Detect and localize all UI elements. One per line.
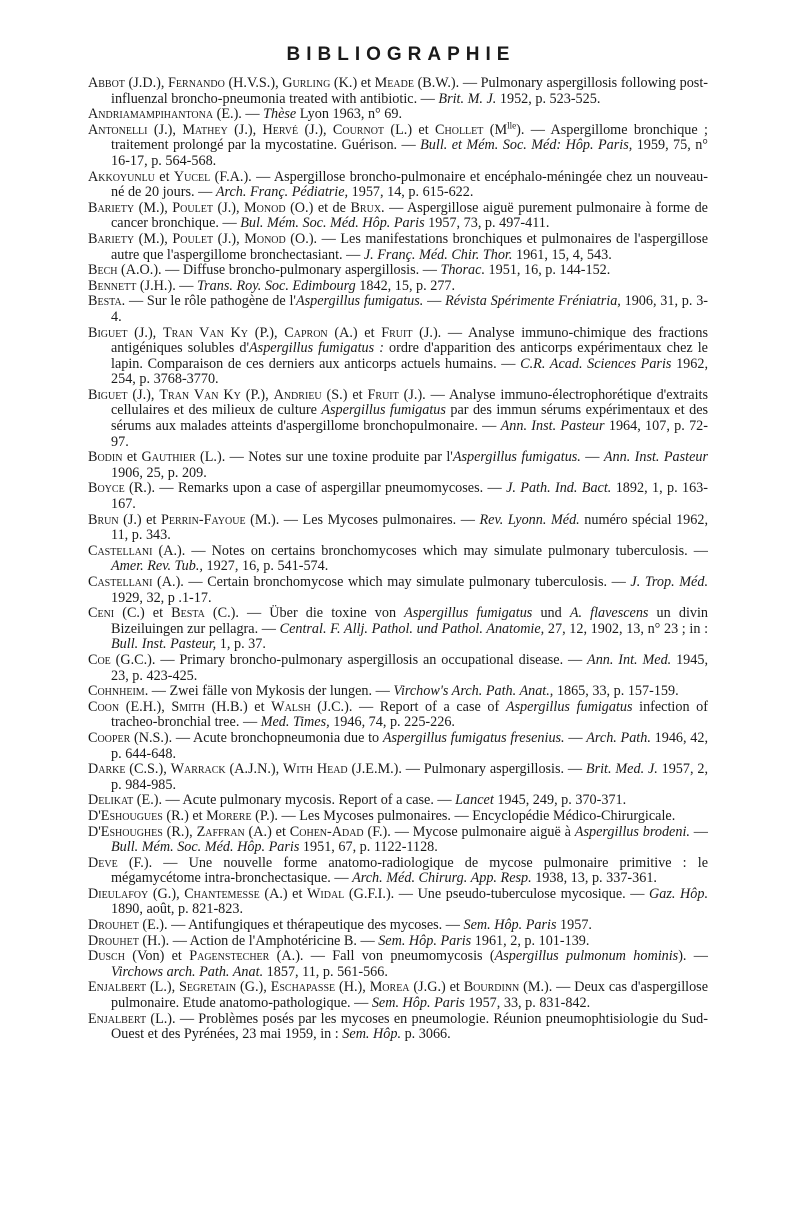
citation-italic: Lancet	[455, 792, 494, 809]
author-name: Fernando	[168, 75, 225, 91]
entry-text: (J.),	[212, 199, 245, 216]
entry-text: (P.),	[248, 324, 285, 341]
bibliography-entry	[88, 606, 708, 653]
author-name: Deve	[88, 854, 118, 871]
entry-text: 1938, 13, p. 337-361.	[531, 870, 657, 887]
author-name: Chollet	[435, 121, 484, 138]
author-name: Widal	[307, 885, 345, 902]
entry-text: 1906, 25, p. 209.	[111, 464, 207, 481]
entry-text: 1961, 15, 4, 543.	[512, 246, 612, 263]
bibliography-entry	[88, 294, 708, 325]
bibliography-entry	[88, 731, 708, 762]
author-name: Meade	[374, 75, 414, 91]
author-name: Besta	[88, 293, 122, 310]
bibliography-entry	[88, 201, 708, 232]
entry-text: (S.) et	[321, 386, 368, 403]
entry-text: (G.F.I.). — Une pseudo-tuberculose mycosique. —	[344, 885, 650, 902]
author-name: Darke	[88, 761, 126, 778]
citation-italic: J. Franç. Méd. Chir. Thor.	[363, 246, 513, 263]
author-name: Warrack	[170, 761, 226, 778]
bibliography-entry	[88, 934, 708, 950]
author-name: Fruit	[367, 386, 399, 403]
entry-text: (A.J.N.),	[225, 761, 283, 778]
entry-text: 1946, 74, p. 225-226.	[329, 714, 455, 731]
bibliography-entry	[88, 544, 708, 575]
author-name: Bariety	[88, 230, 135, 247]
citation-italic: Aspergillus brodeni.	[574, 823, 690, 840]
entry-text: p. 3066.	[401, 1026, 451, 1043]
citation-italic: Aspergillus fumigatus.	[295, 293, 424, 310]
entry-text: —	[689, 823, 708, 840]
entry-text: (J.H.). —	[136, 277, 198, 294]
author-name: Besta	[171, 605, 205, 622]
author-name: Drouhet	[88, 932, 139, 949]
citation-italic: Aspergillus fumigatus :	[249, 340, 384, 357]
entry-text: (M.),	[134, 230, 173, 247]
bibliography-entry	[88, 263, 708, 279]
citation-italic: Arch. Méd. Chirurg. App. Resp.	[352, 870, 532, 887]
entry-text: ). —	[678, 948, 708, 965]
entry-text: 1865, 33, p. 157-159.	[553, 683, 679, 700]
entry-text: ordre d'apparition des anticorps expérimentaux chez le lapin. Comparaison de ces derniers aux anticorps actuels humains. —	[111, 340, 708, 372]
author-name: D'Eshoughes	[88, 823, 163, 840]
page-title: BIBLIOGRAPHIE	[286, 44, 516, 65]
bibliography-entry	[88, 793, 708, 809]
entry-text: —	[423, 293, 446, 310]
author-name: Dusch	[88, 948, 125, 965]
entry-text: 1842, 15, p. 277.	[355, 277, 456, 294]
author-name: Biguet	[88, 324, 128, 341]
citation-italic: Aspergillus fumigatus.	[452, 449, 581, 466]
entry-text: (J.),	[213, 230, 245, 247]
citation-italic: Bull. Mém. Soc. Méd. Hôp. Paris	[111, 839, 300, 856]
entry-text: ). — Aspergillome bronchique ; traitement prolongé par la mycostatine. Guérison. —	[111, 121, 708, 154]
entry-text: (A.O.). — Diffuse broncho-pulmonary aspergillosis. —	[117, 262, 441, 279]
bibliography-entry	[88, 1012, 708, 1043]
citation-italic: Ann. Inst. Pasteur	[500, 418, 605, 435]
bibliography-entry	[88, 825, 708, 856]
citation-italic: Med. Times,	[260, 714, 330, 731]
entry-text: (J.E.M.). — Pulmonary aspergillosis. —	[347, 761, 586, 778]
entry-text: (J.),	[147, 121, 183, 138]
author-name: Hervé	[262, 121, 299, 138]
entry-text: (O.). — Les manifestations bronchiques et pulmonaires de l'aspergillose autre que l'aspergillome bronchectasiant. —	[111, 230, 708, 263]
citation-italic: Arch. Franç. Pédiatrie,	[215, 184, 349, 201]
entry-text: (J.G.) et	[409, 979, 464, 996]
citation-italic: Sem. Hôp. Paris	[463, 917, 557, 934]
entry-text: 1945, 249, p. 370-371.	[493, 792, 627, 809]
entry-text: (E.). — Acute pulmonary mycosis. Report of a case. —	[133, 792, 456, 809]
entry-text: (B.W.). — Pulmonary aspergillosis following post-influenzal broncho-pneumonia treated with antibiotic. —	[111, 75, 708, 107]
entry-text: (R.),	[162, 823, 197, 840]
entry-text: (F.). — Mycose pulmonaire aiguë à	[363, 823, 575, 840]
bibliography-entry	[88, 279, 708, 295]
citation-italic: Sem. Hôp. Paris	[378, 932, 472, 949]
entry-text: (M.),	[134, 199, 173, 216]
entry-text: 1964, 107, p. 72-97.	[111, 418, 708, 450]
author-name: Eschapasse	[270, 979, 336, 996]
author-name: Enjalbert	[88, 1010, 147, 1027]
author-name: Coe	[88, 651, 111, 668]
entry-text: (R.) et	[162, 807, 207, 824]
author-name: Coon	[88, 698, 120, 715]
author-name: Segretain	[179, 979, 237, 996]
author-name: Abbot	[88, 75, 125, 91]
author-name: Boyce	[88, 480, 125, 497]
citation-italic: Ann. Inst. Pasteur	[603, 449, 708, 466]
entry-text: (C.). — Über die toxine von	[204, 605, 405, 622]
author-name: Bennett	[88, 277, 137, 294]
citation-italic: Aspergillus fumigatus	[321, 402, 446, 419]
entry-text: (H.),	[335, 979, 370, 996]
author-name: With Head	[282, 761, 348, 778]
entry-text: (J.). — Analyse immuno-électrophorétique d'extraits cellulaires et des milieux de culture	[111, 386, 708, 419]
entry-text: (G.C.). — Primary broncho-pulmonary aspergillosis an occupational disease. —	[110, 651, 588, 668]
citation-italic: A. flavescens	[569, 605, 649, 622]
author-name: Enjalbert	[88, 979, 147, 996]
bibliography-entry	[88, 762, 708, 793]
entry-text: (L.). — Problèmes posés par les mycoses en pneumologie. Réunion pneumophtisiologie du Sud-Ouest et des Pyrénées, 23 mai 1959, in :	[111, 1010, 708, 1043]
author-name: Mathey	[182, 121, 228, 138]
citation-italic: Rev. Lyonn. Méd.	[479, 511, 580, 528]
entry-text: (H.). — Action de l'Amphotéricine B. —	[138, 932, 379, 949]
bibliography-entry	[88, 700, 708, 731]
author-name: Perrin-Fayoue	[160, 511, 246, 528]
author-name: Delikat	[88, 792, 134, 809]
entry-text: 1890, août, p. 821-823.	[111, 901, 244, 918]
entry-text: (E.). —	[213, 106, 264, 123]
citation-italic: Aspergillus fumigatus fresenius.	[382, 729, 565, 746]
author-name: Smith	[171, 698, 205, 715]
entry-text: (G.),	[236, 979, 271, 996]
author-name: Walsh	[271, 698, 311, 715]
entry-text: (L.),	[146, 979, 180, 996]
entry-text: (M.). — Les Mycoses pulmonaires. —	[245, 511, 480, 528]
entry-text: (J.),	[227, 121, 263, 138]
author-name: Tran Van Ky	[159, 386, 241, 403]
entry-text: et	[122, 449, 142, 466]
entry-text: . — Aspergillose aiguë purement pulmonaire à forme de cancer bronchique. —	[111, 199, 708, 232]
entry-text: 1961, 2, p. 101-139.	[471, 932, 590, 949]
citation-italic: Bull. et Mém. Soc. Méd: Hôp. Paris,	[420, 137, 633, 154]
citation-italic: Thorac.	[440, 262, 485, 279]
author-name: Pagenstecher	[189, 948, 270, 965]
entry-text: Lyon 1963, n° 69.	[296, 106, 403, 123]
entry-text: 1962, 254, p. 3768-3770.	[111, 355, 709, 388]
author-name: Cohnheim	[88, 683, 145, 700]
entry-text: 1951, 16, p. 144-152.	[485, 262, 611, 279]
entry-text: (A.). — Certain bronchomycose which may simulate pulmonary tuberculosis. —	[152, 574, 631, 590]
entry-text: (A.) et	[327, 324, 382, 341]
citation-italic: Sem. Hôp.	[342, 1026, 402, 1043]
entry-text: (F.A.). — Aspergillose broncho-pulmonaire et encéphalo-méningée chez un nouveau-né de 20 jours. —	[111, 168, 708, 201]
entry-text: (P.),	[240, 386, 274, 403]
entry-text: (J.). — Analyse immuno-chimique des fractions antigéniques solubles d'	[111, 324, 708, 357]
entry-text: (O.) et de	[285, 199, 351, 216]
author-name: Akkoyunlu	[88, 168, 155, 185]
citation-italic: J. Trop. Méd.	[630, 574, 708, 590]
entry-text: 1959, 75, n° 16-17, p. 564-568.	[111, 137, 708, 169]
entry-text: und	[532, 605, 570, 622]
citation-italic: Central. F. Allj. Pathol. und Pathol. Anatomie,	[279, 620, 545, 637]
citation-italic: Brit. M. J.	[438, 90, 497, 107]
author-name: Bodin	[88, 449, 123, 466]
citation-italic: Thèse	[263, 106, 297, 123]
entry-text: 1, p. 37.	[216, 636, 266, 653]
bibliography-entry	[88, 980, 708, 1011]
author-name: Capron	[284, 324, 328, 341]
bibliography-entry	[88, 388, 708, 450]
bibliography-entry	[88, 856, 708, 887]
bibliography-entry	[88, 481, 708, 512]
entry-text: (F.). — Une nouvelle forme anatomo-radiologique de mycose pulmonaire primitive : le mégamycétome intra-bronchectasique. —	[111, 854, 708, 887]
entry-text: 1952, p. 523-525.	[496, 90, 601, 107]
citation-italic: Arch. Path.	[586, 729, 651, 746]
entry-text: (J.) et	[118, 511, 161, 528]
citation-italic: Aspergillus fumigatus	[404, 605, 533, 622]
author-name: Cooper	[88, 729, 131, 746]
author-name: D'Eshougues	[88, 807, 163, 824]
citation-italic: C.R. Acad. Sciences Paris	[520, 355, 672, 372]
author-name: Morea	[369, 979, 410, 996]
author-name: Dieulafoy	[88, 885, 149, 902]
entry-text: un divin Bizeiluingen zur pellagra. —	[111, 605, 709, 637]
bibliography-entry	[88, 653, 708, 684]
citation-italic: Bul. Mém. Soc. Méd. Hôp. Paris	[240, 215, 425, 232]
entry-text: 1927, 16, p. 541-574.	[202, 558, 329, 575]
citation-italic: J. Path. Ind. Bact.	[506, 480, 612, 497]
entry-text: (J.D.),	[124, 75, 169, 91]
entry-text: 1957.	[556, 917, 592, 934]
entry-text: —	[580, 449, 604, 466]
entry-text: (R.). — Remarks upon a case of aspergillar pneumomycoses. —	[124, 480, 507, 497]
citation-italic: Trans. Roy. Soc. Edimbourg	[197, 277, 356, 294]
author-name: Bech	[88, 262, 118, 279]
bibliography-entry	[88, 170, 708, 201]
author-name: Ceni	[88, 605, 115, 622]
author-name: Cohen-Adad	[289, 823, 364, 840]
entry-text: . — Zwei fälle von Mykosis der lungen. —	[144, 683, 394, 700]
citation-italic: Virchows arch. Path. Anat.	[111, 963, 264, 980]
entry-text: (K.) et	[330, 75, 375, 91]
entry-text: (E.). — Antifungiques et thérapeutique des mycoses. —	[138, 917, 464, 934]
entry-text: (J.),	[127, 324, 163, 341]
citation-italic: Révista Spérimente Fréniatria,	[445, 293, 621, 310]
author-name: Drouhet	[88, 917, 139, 934]
entry-text: 1951, 67, p. 1122-1128.	[299, 839, 438, 856]
entry-text: 1957, 2, p. 984-985.	[111, 761, 709, 793]
bibliography-entry	[88, 949, 708, 980]
author-name: Antonelli	[88, 121, 148, 138]
entry-text: (G.),	[148, 885, 185, 902]
entry-text: 27, 12, 1902, 13, n° 23 ; in :	[544, 620, 709, 637]
bibliography-entry	[88, 809, 708, 825]
author-name: Morere	[206, 807, 252, 824]
author-name: Monod	[244, 199, 286, 216]
author-name: Andrieu	[273, 386, 322, 403]
entry-text: 1957, 14, p. 615-622.	[348, 184, 474, 201]
entry-text: 1946, 42, p. 644-648.	[111, 729, 708, 762]
entry-text: 1929, 32, p .1-17.	[111, 589, 212, 606]
author-name: Chantemesse	[184, 885, 260, 902]
author-name: Brux	[350, 199, 382, 216]
entry-text: (A.) et	[259, 885, 307, 902]
entry-text: (A.). — Fall von pneumomycosis (	[269, 948, 495, 965]
citation-italic: Aspergillus pulmonum hominis	[494, 948, 679, 965]
entry-text: numéro spécial 1962, 11, p. 343.	[111, 511, 708, 544]
author-name: Gauthier	[141, 449, 196, 466]
entry-text: (L.) et	[384, 121, 436, 138]
author-name: Gurling	[282, 75, 331, 91]
entry-text: par des immun sérums expérimentaux et des sérums aux malades atteints d'aspergillome bronchopulmonaire. —	[111, 402, 709, 435]
entry-text: (N.S.). — Acute bronchopneumonia due to	[130, 729, 383, 746]
entry-text: —	[564, 729, 587, 746]
author-name: Castellani	[88, 542, 153, 559]
entry-text: (J.C.). — Report of a case of	[310, 698, 506, 715]
bibliography-entry	[88, 450, 708, 481]
entry-text: (P.). — Les Mycoses pulmonaires. — Encyclopédie Médico-Chirurgicale.	[251, 807, 676, 824]
entry-text: 1906, 31, p. 3-4.	[111, 293, 709, 325]
author-name: Yucel	[173, 168, 211, 185]
entry-text: (J.),	[298, 121, 333, 138]
entry-text: . — Sur le rôle pathogène de l'	[121, 293, 296, 310]
bibliography-entry	[88, 76, 708, 107]
entry-text: 1945, 23, p. 423-425.	[111, 651, 708, 684]
entry-text: 1857, 11, p. 561-566.	[263, 963, 388, 980]
citation-italic: Amer. Rev. Tub.,	[111, 558, 203, 575]
entry-text: (Von) et	[124, 948, 190, 965]
author-name: Cournot	[332, 121, 385, 138]
entry-text: (L.). — Notes sur une toxine produite par l'	[195, 449, 453, 466]
author-name: Poulet	[172, 230, 214, 247]
author-name: Monod	[244, 230, 286, 247]
citation-italic: Aspergillus fumigatus	[505, 698, 633, 715]
entry-text: (E.H.),	[119, 698, 172, 715]
entry-text: (M	[483, 121, 508, 138]
citation-italic: Ann. Int. Med.	[587, 651, 672, 668]
entry-text: 1957, 73, p. 497-411.	[424, 215, 550, 232]
author-name: Zaffran	[196, 823, 245, 840]
entry-text: (C.) et	[114, 605, 172, 622]
entry-text: (A.). — Notes on certains bronchomycoses which may simulate pulmonary tuberculosis. —	[152, 542, 708, 559]
author-name: Bourdinn	[463, 979, 520, 996]
author-name: Biguet	[88, 386, 128, 403]
author-name: Castellani	[88, 574, 153, 590]
citation-italic: Brit. Med. J.	[585, 761, 658, 778]
entry-text: infection of tracheo-bronchial tree. —	[111, 698, 708, 731]
author-name: Fruit	[381, 324, 413, 341]
citation-italic: Virchow's Arch. Path. Anat.,	[393, 683, 554, 700]
bibliography-entry	[88, 575, 708, 606]
bibliography-entry	[88, 326, 708, 388]
bibliography-entry	[88, 887, 708, 918]
bibliography-entry	[88, 513, 708, 544]
author-name: Bariety	[88, 199, 135, 216]
author-name: Andriamampihantona	[88, 106, 214, 123]
entry-text: et	[154, 168, 174, 185]
entry-text: (A.) et	[244, 823, 290, 840]
bibliography-entry	[88, 918, 708, 934]
bibliography-entry	[88, 232, 708, 263]
bibliography-entry	[88, 684, 708, 700]
citation-italic: Sem. Hôp. Paris	[371, 995, 465, 1012]
bibliography-entry	[88, 120, 708, 170]
author-name: Brun	[88, 511, 119, 528]
bibliography-entry	[88, 107, 708, 123]
entry-text: 1957, 33, p. 831-842.	[464, 995, 591, 1012]
author-name: Poulet	[172, 199, 213, 216]
entry-text: (H.V.S.),	[224, 75, 283, 91]
entry-text: lle	[507, 120, 517, 131]
citation-italic: Gaz. Hôp.	[649, 885, 708, 902]
entry-text: (H.B.) et	[204, 698, 272, 715]
author-name: Tran Van Ky	[162, 324, 249, 341]
bibliography-list	[88, 76, 708, 1043]
entry-text: (C.S.),	[125, 761, 171, 778]
entry-text: (J.),	[127, 386, 160, 403]
entry-text: (M.). — Deux cas d'aspergillose pulmonaire. Etude anatomo-pathologique. —	[111, 979, 708, 1012]
entry-text: 1892, 1, p. 163-167.	[111, 480, 708, 513]
citation-italic: Bull. Inst. Pasteur,	[111, 636, 217, 653]
